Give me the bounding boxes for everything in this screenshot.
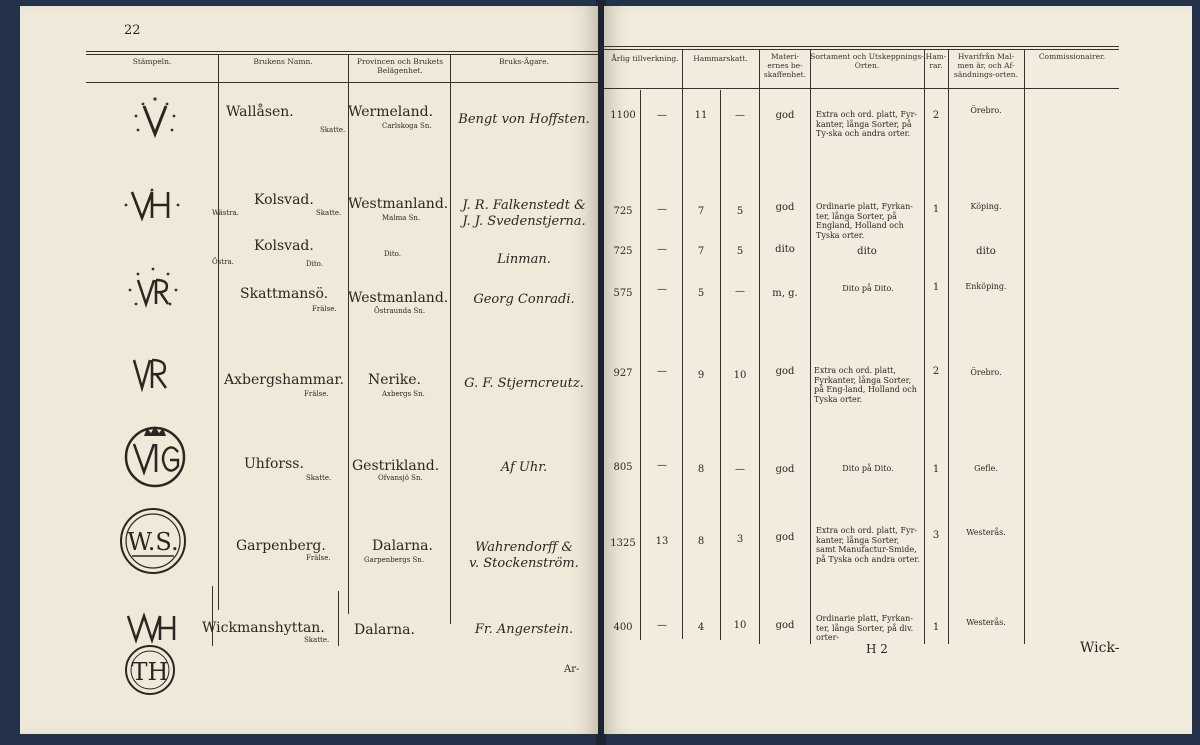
assortment-text: Extra och ord. platt, Fyrkanter, långa Sorter, på Eng-land, Holland och Tyska orter. (814, 366, 917, 404)
owner: J. R. Falkenstedt & (462, 198, 586, 213)
works-name: Kolsvad. (254, 238, 314, 254)
header-materials: Materi-ernes be-skaffenhet. (763, 52, 807, 79)
hammer-tax-b: — (735, 110, 745, 121)
header-hammers: Ham-rar. (925, 52, 947, 70)
annual-production: 805 (613, 462, 633, 473)
works-sub: Östra. (212, 258, 234, 266)
header-commission: Commissionairer. (1038, 52, 1106, 61)
hammer-tax-b: 3 (736, 534, 744, 545)
annual-production: 927 (613, 368, 633, 379)
material-quality: god (775, 202, 795, 213)
crowned-V-stamp-icon (130, 94, 180, 140)
header-assortment: Sortament och Utskeppnings-Orten. (810, 52, 924, 70)
parish: Carlskoga Sn. (382, 122, 432, 130)
hammer-tax-a: 11 (694, 110, 708, 121)
value-cell: — (657, 620, 667, 631)
header-owner: Bruks-Ägare. (499, 57, 549, 66)
ore-source: dito (976, 246, 996, 257)
column-divider (924, 49, 925, 644)
header-works-name: Brukens Namn. (253, 57, 313, 66)
ore-source: Örebro. (970, 368, 1002, 377)
value-cell: — (657, 366, 667, 377)
parish: Garpenbergs Sn. (364, 556, 425, 564)
parish: Ofvansjö Sn. (378, 474, 423, 482)
parish: Östraunda Sn. (374, 307, 426, 315)
header-bottom-rule (86, 82, 598, 83)
left-page (20, 6, 598, 734)
province: Nerike. (368, 372, 421, 388)
works-sub: Wästra. (212, 209, 239, 217)
material-quality: dito (775, 244, 795, 255)
owner: Georg Conradi. (473, 292, 575, 307)
works-status: Frälse. (306, 554, 331, 562)
column-divider (218, 54, 219, 610)
header-top-rule (86, 51, 598, 52)
column-divider (338, 591, 339, 646)
owner: v. Stockenström. (469, 556, 579, 571)
hammer-tax-a: 8 (697, 464, 705, 475)
works-status: Frälse. (312, 305, 337, 313)
material-quality: m, g. (772, 288, 798, 299)
hammer-tax-b: 10 (733, 620, 747, 631)
works-status: Skatte. (316, 209, 342, 217)
annual-production: 575 (613, 288, 633, 299)
ore-source: Westerås. (966, 618, 1006, 627)
column-divider (682, 49, 683, 639)
hammer-tax-b: — (735, 464, 745, 475)
catchword: Ar- (564, 664, 580, 675)
material-quality: god (775, 464, 795, 475)
column-divider (1024, 49, 1025, 644)
owner: Bengt von Hoffsten. (458, 112, 590, 127)
works-status: Skatte. (306, 474, 332, 482)
parish: Dito. (384, 250, 401, 258)
owner: Linman. (497, 252, 551, 267)
hammer-count: 3 (932, 530, 940, 541)
owner: G. F. Stjerncreutz. (464, 376, 584, 391)
hammer-count: 1 (932, 204, 940, 215)
catchword: Wick- (1080, 640, 1120, 656)
WS-circle-stamp-icon (118, 506, 188, 576)
assortment-text: Dito på Dito. (842, 284, 894, 293)
assortment-text: Dito på Dito. (842, 464, 894, 473)
header-ore-source: Hvarifrån Mal-men är, och Af-sändnings-orten. (954, 52, 1018, 79)
assortment-text: Extra och ord. platt, Fyr-kanter, långa Sorter, samt Manufactur-Smide, på Tyska och andra orter. (816, 526, 920, 564)
works-name: Kolsvad. (254, 192, 314, 208)
ore-source: Enköping. (965, 282, 1007, 291)
value-cell: 13 (655, 536, 669, 547)
column-divider (640, 90, 641, 640)
province: Westmanland. (348, 196, 449, 212)
header-province: Provincen och Brukets Belägenhet. (356, 57, 444, 75)
annual-production: 1325 (610, 538, 636, 549)
works-name: Skattmansö. (240, 286, 329, 302)
owner: Af Uhr. (500, 460, 548, 475)
ore-source: Köping. (970, 202, 1002, 211)
hammer-tax-b: — (735, 286, 745, 297)
works-name: Uhforss. (244, 456, 304, 472)
assortment-text: Ordinarie platt, Fyrkan-ter, långa Sorter, på England, Holland och Tyska orter. (816, 202, 913, 240)
parish: Malma Sn. (382, 214, 421, 222)
works-name: Wickmanshyttan. (202, 620, 325, 636)
owner: J. J. Svedenstjerna. (462, 214, 586, 229)
VH-monogram-stamp-icon (122, 186, 182, 224)
province: Gestrikland. (352, 458, 440, 474)
column-divider (810, 49, 811, 644)
page-number: 22 (124, 23, 141, 38)
column-divider (348, 54, 349, 614)
hammer-tax-a: 9 (697, 370, 705, 381)
annual-production: 400 (613, 622, 633, 633)
owner: Wahrendorff & (475, 540, 573, 555)
province: Wermeland. (348, 104, 434, 120)
hammer-tax-a: 8 (697, 536, 705, 547)
header-top-rule-2 (86, 54, 598, 55)
ore-source: Gefle. (974, 464, 998, 473)
hammer-count: 1 (932, 282, 940, 293)
WH-TH-stamp-icon (124, 606, 184, 702)
value-cell: — (657, 110, 667, 121)
hammer-tax-a: 7 (697, 206, 705, 217)
header-top-rule (604, 46, 1119, 47)
value-cell: — (657, 244, 667, 255)
assortment-text: Extra och ord. platt, Fyr-kanter, långa Sorter, på Ty-ska och andra orter. (816, 110, 918, 138)
value-cell: — (657, 204, 667, 215)
material-quality: god (775, 620, 795, 631)
hammer-count: 1 (932, 464, 940, 475)
assortment-text: dito (857, 246, 877, 257)
material-quality: god (775, 532, 795, 543)
province: Westmanland. (348, 290, 449, 306)
column-divider (450, 54, 451, 624)
column-divider (759, 49, 760, 644)
header-stamp: Stämpeln. (132, 57, 172, 66)
crowned-VG-circle-stamp-icon (120, 422, 190, 488)
province: Dalarna. (372, 538, 433, 554)
material-quality: god (775, 110, 795, 121)
VR-dotted-stamp-icon (126, 266, 180, 312)
right-page (604, 6, 1192, 734)
svg-text:W.S.: W.S. (127, 528, 179, 556)
owner: Fr. Angerstein. (474, 622, 574, 637)
hammer-count: 1 (932, 622, 940, 633)
column-divider (212, 586, 213, 646)
works-name: Axbergshammar. (224, 372, 344, 388)
hammer-tax-a: 5 (697, 288, 705, 299)
assortment-text: Ordinarie platt, Fyrkan-ter, långa Sorter, på div. orter- (816, 614, 914, 642)
annual-production: 725 (613, 206, 633, 217)
header-hammer-tax: Hammarskatt. (693, 54, 748, 63)
value-cell: — (657, 284, 667, 295)
works-status: Frälse. (304, 390, 329, 398)
works-status: Dito. (306, 260, 323, 268)
hammer-count: 2 (932, 110, 940, 121)
works-status: Skatte. (320, 126, 346, 134)
hammer-tax-a: 4 (697, 622, 705, 633)
annual-production: 1100 (610, 110, 636, 121)
signature-mark: H 2 (866, 642, 888, 656)
hammer-tax-b: 10 (733, 370, 747, 381)
value-cell: — (657, 460, 667, 471)
works-name: Wallåsen. (226, 104, 294, 120)
hammer-count: 2 (932, 366, 940, 377)
works-name: Garpenberg. (236, 538, 326, 554)
annual-production: 725 (613, 246, 633, 257)
header-annual: Årlig tillverkning. (611, 54, 679, 63)
VR-stamp-icon (130, 356, 176, 392)
hammer-tax-a: 7 (697, 246, 705, 257)
ore-source: Örebro. (970, 106, 1002, 115)
hammer-tax-b: 5 (736, 206, 744, 217)
parish: Axbergs Sn. (382, 390, 425, 398)
works-status: Skatte. (304, 636, 330, 644)
svg-text:TH: TH (131, 658, 169, 686)
column-divider (948, 49, 949, 644)
ore-source: Westerås. (966, 528, 1006, 537)
province: Dalarna. (354, 622, 415, 638)
material-quality: god (775, 366, 795, 377)
column-divider (720, 90, 721, 640)
hammer-tax-b: 5 (736, 246, 744, 257)
